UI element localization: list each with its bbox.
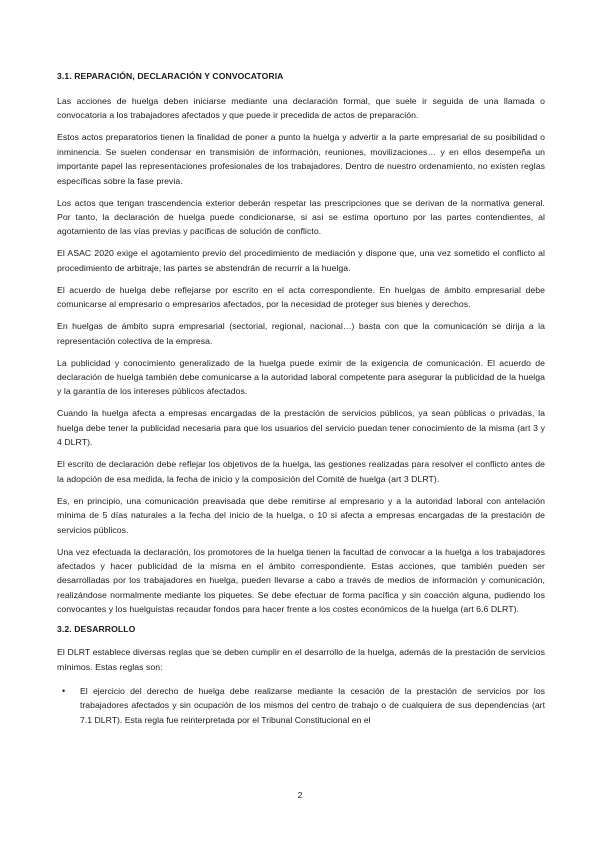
section-heading-3-2: 3.2. DESARROLLO (57, 624, 136, 635)
paragraph: Las acciones de huelga deben iniciarse mediante una declaración formal, que suele ir seguida de una llamada o convocatoria a los trabajadores afectados y que puede ir precedida de actos de preparación. (57, 96, 545, 121)
section-intro: El DLRT establece diversas reglas que se deben cumplir en el desarrollo de la huelga, además de la prestación de servicios mínimos. Estas reglas son: (57, 647, 545, 672)
bullet-list (57, 684, 545, 727)
paragraph: El escrito de declaración debe reflejar los objetivos de la huelga, las gestiones realizadas para resolver el conflicto antes de la adopción de esa medida, la fecha de inicio y la composición del Comité de huelga (art 3 DLRT). (57, 459, 545, 484)
bullet-icon: • (62, 685, 66, 696)
paragraph: Cuando la huelga afecta a empresas encargadas de la prestación de servicios públicos, ya sean públicas o privadas, la huelga debe tener la publicidad necesaria para que los usuarios del servicio puedan tener conocimiento de la misma (art 3 y 4 DLRT). (57, 408, 545, 448)
page-content (57, 71, 545, 727)
paragraph: En huelgas de ámbito supra empresarial (sectorial, regional, nacional…) basta con que la comunicación se dirija a la representación colectiva de la empresa. (57, 321, 545, 346)
list-item-text: El ejercicio del derecho de huelga debe realizarse mediante la cesación de la prestación de servicios por los trabajadores afectados y sin ocupación de los mismos del centro de trabajo o de cualquiera de sus dependencias (art 7.1 DLRT). Esta regla fue reinterpretada por el Tribunal Constitucional en el (80, 685, 545, 725)
section-heading-3-1: 3.1. REPARACIÓN, DECLARACIÓN Y CONVOCATORIA (57, 71, 284, 81)
page-number: 2 (297, 790, 303, 800)
paragraph: La publicidad y conocimiento generalizado de la huelga puede eximir de la exigencia de comunicación. El acuerdo de declaración de huelga también debe comunicarse a la autoridad laboral competente para asegurar la publicidad de la huelga y la garantía de los intereses públicos afectados. (57, 357, 545, 397)
paragraph: El acuerdo de huelga debe reflejarse por escrito en el acta correspondiente. En huelgas de ámbito empresarial debe comunicarse al empresario o empresarios afectados, por la necesidad de proteger sus bienes y derechos. (57, 284, 545, 310)
list-item (57, 684, 545, 727)
paragraph: Los actos que tengan trascendencia exterior deberán respetar las prescripciones que se derivan de la normativa general. Por tanto, la declaración de huelga puede condicionarse, si así se estima oportuno por las partes contendientes, al agotamiento de las vías previas y pacíficas de solución de conflicto. (57, 197, 545, 237)
paragraph: Estos actos preparatorios tienen la finalidad de poner a punto la huelga y advertir a la parte empresarial de su posibilidad o inminencia. Se suelen condensar en transmisión de información, reuniones, movilizaciones… y en ellos desempeña un importante papel las representaciones profesionales de los trabajadores. Dentro de nuestro ordenamiento, no existen reglas específicas sobre la fase previa. (57, 132, 545, 186)
paragraph: Una vez efectuada la declaración, los promotores de la huelga tienen la facultad de convocar a la huelga a los trabajadores afectados y hacer publicidad de la misma en el ámbito correspondiente. Estas acciones, que también pueden ser desarrolladas por los trabajadores en huelga, pueden llevarse a cabo a través de medios de información y comunicación, realizándose normalmente mediante los piquetes. Se debe efectuar de forma pacífica y sin coacción alguna, pudiendo los convocantes y los huelguistas recaudar fondos para hacer frente a los costes económicos de la huelga (art 6.6 DLRT). (57, 546, 545, 615)
paragraph: Es, en principio, una comunicación preavisada que debe remitirse al empresario y a la autoridad laboral con antelación mínima de 5 días naturales a la fecha del inicio de la huelga, o 10 si afecta a empresas encargadas de la prestación de servicios públicos. (57, 495, 545, 535)
paragraph: El ASAC 2020 exige el agotamiento previo del procedimiento de mediación y dispone que, una vez sometido el conflicto al procedimiento de arbitraje, las partes se abstendrán de recurrir a la huelga. (57, 248, 545, 273)
